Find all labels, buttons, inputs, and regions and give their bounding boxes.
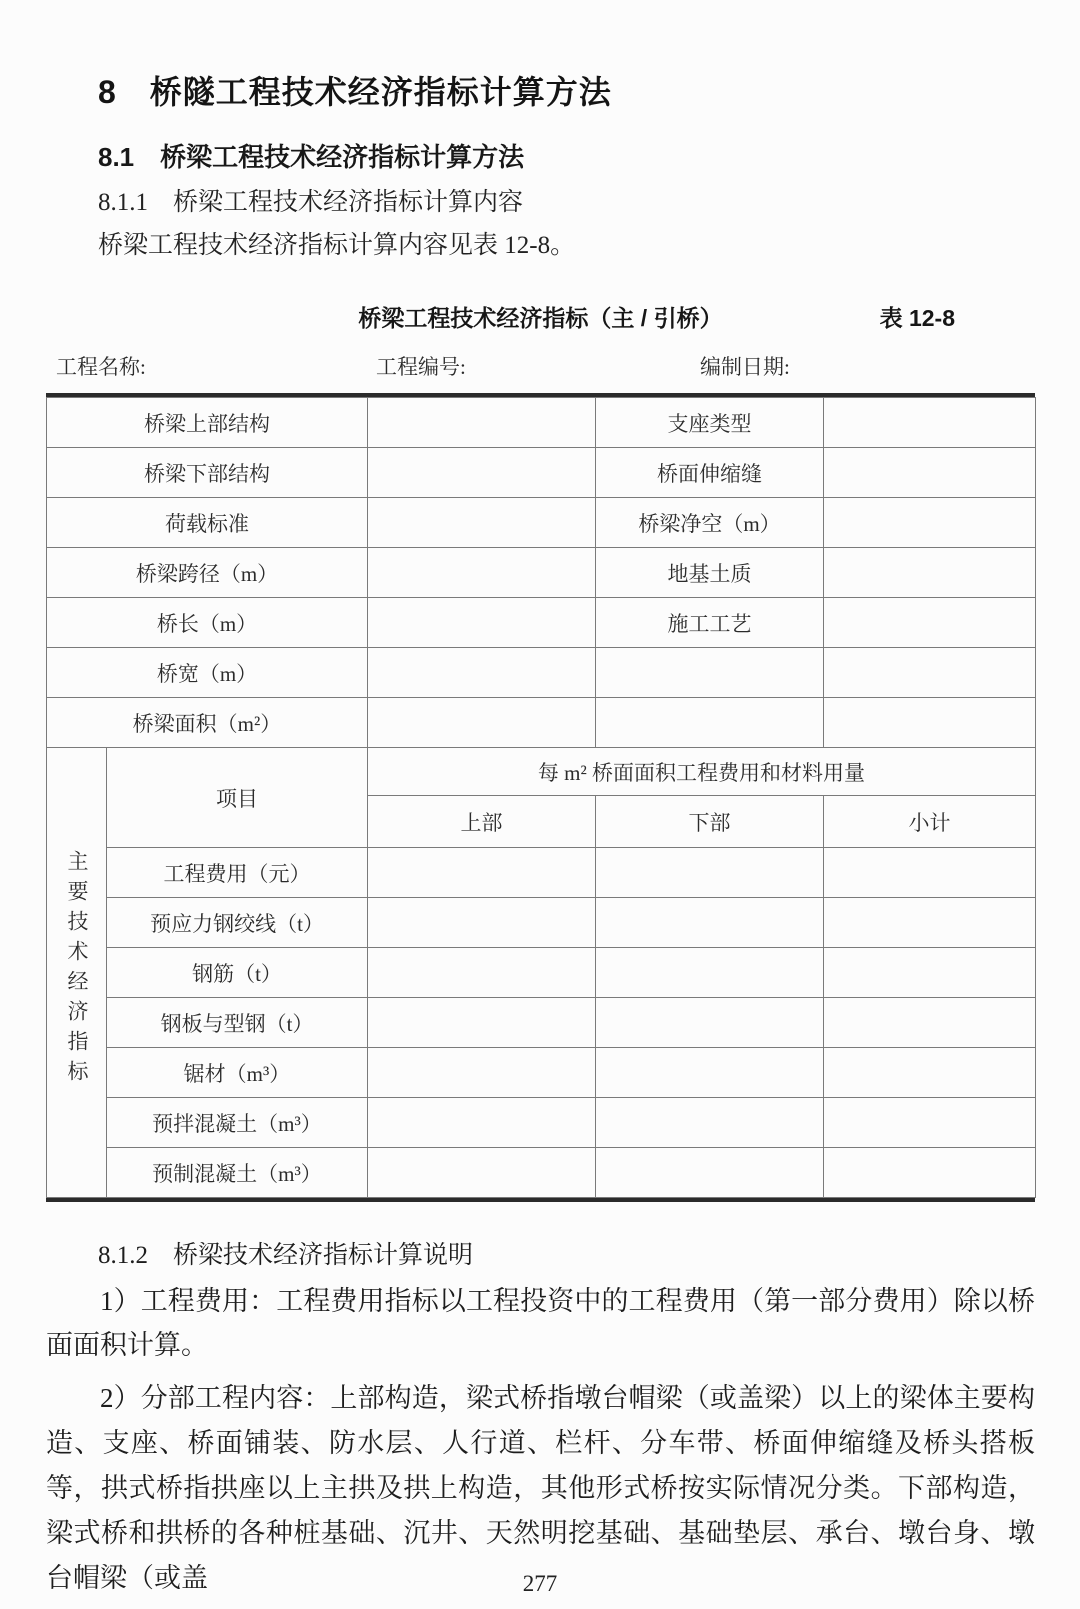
info-label-cell: 桥梁跨径（m） — [47, 548, 368, 598]
info-value-cell — [368, 598, 596, 648]
item-value-upper-cell — [368, 1048, 596, 1098]
note-paragraph-1: 1）工程费用：工程费用指标以工程投资中的工程费用（第一部分费用）除以桥面面积计算。 — [46, 1286, 1035, 1360]
indicator-row — [47, 848, 1036, 898]
item-value-lower-cell — [596, 1148, 824, 1198]
note-paragraph-2: 2）分部工程内容：上部构造，梁式桥指墩台帽梁（或盖梁）以上的梁体主要构造、支座、桥面铺装、防水层、人行道、栏杆、分车带、桥面伸缩缝及桥头搭板等，拱式桥指拱座以上主拱及拱上构造，其他形式桥按实际情况分类。下部构造，梁式桥和拱桥的各种桩基础、沉井、天然明挖基础、基础垫层、承台、墩台身、墩台帽梁（或盖 — [46, 1383, 1035, 1593]
item-value-subtotal-cell — [824, 1148, 1036, 1198]
subheader-lower-cell: 下部 — [596, 796, 824, 848]
item-label-cell: 工程费用（元） — [107, 848, 368, 898]
item-label-cell: 预制混凝土（m³） — [107, 1148, 368, 1198]
item-value-lower-cell — [596, 1098, 824, 1148]
info-label-cell: 施工工艺 — [596, 598, 824, 648]
info-label-cell: 桥宽（m） — [47, 648, 368, 698]
info-label-cell — [596, 698, 824, 748]
info-label-cell: 荷载标准 — [47, 498, 368, 548]
info-value-cell — [368, 398, 596, 448]
info-label-cell: 桥长（m） — [47, 598, 368, 648]
info-value-cell — [824, 398, 1036, 448]
subheader-upper-cell: 上部 — [368, 796, 596, 848]
info-row — [47, 398, 1036, 448]
info-value-cell — [824, 548, 1036, 598]
info-value-cell — [824, 648, 1036, 698]
item-value-subtotal-cell — [824, 898, 1036, 948]
item-value-lower-cell — [596, 1048, 824, 1098]
table-meta-row — [46, 352, 1035, 382]
chapter-heading: 8 桥隧工程技术经济指标计算方法 — [98, 74, 612, 110]
table-title: 桥梁工程技术经济指标（主 / 引桥） — [358, 305, 723, 331]
indicator-row — [47, 1148, 1036, 1198]
intro-paragraph: 桥梁工程技术经济指标计算内容见表 12-8。 — [98, 232, 576, 259]
info-value-cell — [824, 498, 1036, 548]
item-label-cell: 预应力钢绞线（t） — [107, 898, 368, 948]
item-label-cell: 锯材（m³） — [107, 1048, 368, 1098]
info-label-cell: 桥梁面积（m²） — [47, 698, 368, 748]
item-value-upper-cell — [368, 898, 596, 948]
item-value-subtotal-cell — [824, 948, 1036, 998]
item-value-upper-cell — [368, 1098, 596, 1148]
item-value-lower-cell — [596, 848, 824, 898]
info-value-cell — [368, 498, 596, 548]
compile-date-label: 编制日期: — [700, 355, 790, 379]
span-header-cell: 每 m² 桥面面积工程费用和材料用量 — [368, 748, 1036, 796]
info-row — [47, 598, 1036, 648]
info-label-cell: 桥梁下部结构 — [47, 448, 368, 498]
indicator-table — [46, 397, 1036, 1198]
info-value-cell — [824, 448, 1036, 498]
info-row — [47, 498, 1036, 548]
subsection-heading: 8.1.1 桥梁工程技术经济指标计算内容 — [98, 189, 524, 216]
side-label: 主要技术经济指标 — [65, 849, 90, 1090]
indicator-row — [47, 948, 1036, 998]
indicator-row — [47, 1098, 1036, 1148]
info-label-cell: 桥面伸缩缝 — [596, 448, 824, 498]
item-label-cell: 钢筋（t） — [107, 948, 368, 998]
info-label-cell: 桥梁上部结构 — [47, 398, 368, 448]
item-value-lower-cell — [596, 998, 824, 1048]
info-label-cell — [596, 648, 824, 698]
info-row — [47, 698, 1036, 748]
indicator-row — [47, 898, 1036, 948]
item-value-lower-cell — [596, 948, 824, 998]
item-value-upper-cell — [368, 998, 596, 1048]
item-value-subtotal-cell — [824, 848, 1036, 898]
item-value-upper-cell — [368, 848, 596, 898]
item-value-lower-cell — [596, 898, 824, 948]
item-label-cell: 预拌混凝土（m³） — [107, 1098, 368, 1148]
info-row — [47, 448, 1036, 498]
info-label-cell: 支座类型 — [596, 398, 824, 448]
indicator-header-row — [47, 748, 1036, 796]
indicator-row — [47, 1048, 1036, 1098]
item-value-subtotal-cell — [824, 1048, 1036, 1098]
info-value-cell — [368, 448, 596, 498]
info-value-cell — [368, 648, 596, 698]
info-value-cell — [368, 548, 596, 598]
item-value-subtotal-cell — [824, 998, 1036, 1048]
info-value-cell — [824, 698, 1036, 748]
section-heading: 8.1 桥梁工程技术经济指标计算方法 — [98, 142, 525, 172]
notes-heading: 8.1.2 桥梁技术经济指标计算说明 — [98, 1242, 474, 1269]
info-value-cell — [368, 698, 596, 748]
project-header-cell: 项目 — [107, 748, 368, 848]
info-row — [47, 548, 1036, 598]
table-caption — [46, 302, 1035, 334]
indicator-row — [47, 998, 1036, 1048]
info-label-cell: 桥梁净空（m） — [596, 498, 824, 548]
item-value-upper-cell — [368, 1148, 596, 1198]
indicator-table-wrapper — [46, 393, 1035, 1202]
table-number: 表 12-8 — [879, 305, 955, 331]
info-value-cell — [824, 598, 1036, 648]
item-value-upper-cell — [368, 948, 596, 998]
page-number: 277 — [522, 1571, 558, 1596]
info-label-cell: 地基土质 — [596, 548, 824, 598]
project-name-label: 工程名称: — [56, 355, 146, 379]
item-label-cell: 钢板与型钢（t） — [107, 998, 368, 1048]
info-row — [47, 648, 1036, 698]
item-value-subtotal-cell — [824, 1098, 1036, 1148]
subheader-subtotal-cell: 小计 — [824, 796, 1036, 848]
side-label-cell — [47, 748, 107, 1198]
project-code-label: 工程编号: — [376, 355, 466, 379]
